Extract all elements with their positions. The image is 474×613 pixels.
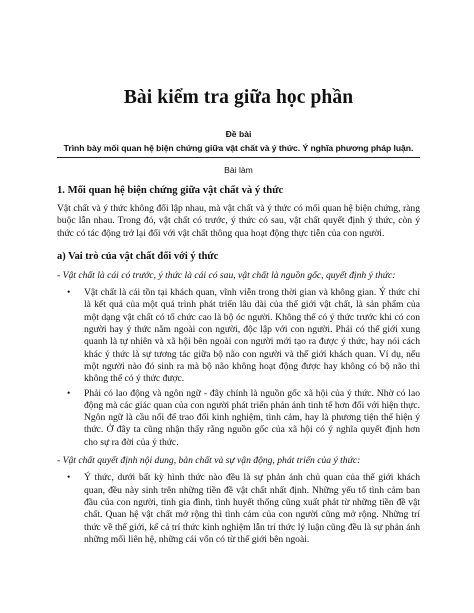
intro-paragraph: Vật chất và ý thức không đối lập nhau, mà vật chất và ý thức có mối quan hệ biện chứng, ràng buộc lẫn nhau. Trong đó, vật chất có trước, ý thức có sau, vật chất quyết định ý thức, còn ý thức có tác động trở lại đối với vật chất thông qua hoạt động thực tiễn của con người.	[57, 203, 420, 239]
bai-lam-label: Bài làm	[224, 165, 253, 175]
document-title: Bài kiểm tra giữa học phần	[123, 87, 354, 108]
bullet-list	[57, 287, 420, 449]
italic-lead: - Vật chất quyết định nội dung, bản chất và sự vận động, phát triển của ý thức:	[57, 455, 361, 467]
task-statement: Trình bày mối quan hệ biện chứng giữa vật chất và ý thức. Ý nghĩa phương pháp luận.	[63, 143, 414, 153]
subsection-heading: a) Vai trò của vật chất đối với ý thức	[57, 250, 219, 262]
bullet-icon: •	[67, 472, 71, 484]
list-item	[57, 287, 420, 385]
list-item-text: Vật chất là cái tồn tại khách quan, vĩnh viễn trong thời gian và không gian. Ý thức chỉ là kết quả của một quá trình phát triển lâu dài của thế giới vật chất, là sản phẩm của một dạng vật chất có tổ chức cao là bộ óc người. Không thể có ý thức trước khi có con người hay ý thức nằm ngoài con người, độc lập với con người. Phải có thế giới xung quanh là tự nhiên và xã hội bên ngoài con người mới tạo ra được ý thức, hay nói cách khác ý thức là sự tương tác giữa bộ não con người và thế giới khách quan. Ví dụ, nếu một người nào đó sinh ra mà bộ não không hoạt động được hay không có bộ não thì không thể có ý thức được.	[84, 287, 420, 385]
bullet-list	[57, 472, 420, 546]
list-item-text: Phải có lao động và ngôn ngữ - đây chính là nguồn gốc xã hội của ý thức. Nhờ có lao động mà các giác quan của con người phát triển phản ánh tinh tế hơn đối với hiện thực. Ngôn ngữ là cầu nối để trao đổi kinh nghiệm, tình cảm, hay là phương tiện thể hiện ý thức. Ở đây ta cũng nhận thấy rằng nguồn gốc của xã hội có ý nghĩa quyết định hơn cho sự ra đời của ý thức.	[84, 387, 420, 448]
bullet-icon: •	[67, 387, 71, 399]
italic-lead: - Vật chất là cái có trước, ý thức là cái có sau, vật chất là nguồn gốc, quyết định ý thức:	[57, 269, 396, 281]
list-item	[57, 388, 420, 449]
document-content	[57, 86, 420, 548]
section-heading: 1. Mối quan hệ biện chứng giữa vật chất và ý thức	[57, 185, 284, 196]
bullet-icon: •	[67, 287, 71, 299]
de-bai-label: Đề bài	[225, 129, 252, 139]
divider-line	[57, 157, 420, 158]
list-item-text: Ý thức, dưới bất kỳ hình thức nào đều là sự phản ánh chủ quan của thế giới khách quan, đều này sinh trên những tiền đề vật chất nhất định. Những yếu tố tình cảm ban đầu của con người, tinh gia đình, tình huyết thống cũng xuất phát từ những tiền đề vật chất. Quan hệ vật chất mở rộng thì tình cảm của con người cũng mở rộng. Những trí thức về thế giới, kể cả trí thức kinh nghiệm lẫn trí thức lý luận cũng đều là sự phản ánh những mối liên hệ, những cái vốn có từ thế giới bên ngoài.	[84, 472, 420, 545]
list-item	[57, 472, 420, 546]
